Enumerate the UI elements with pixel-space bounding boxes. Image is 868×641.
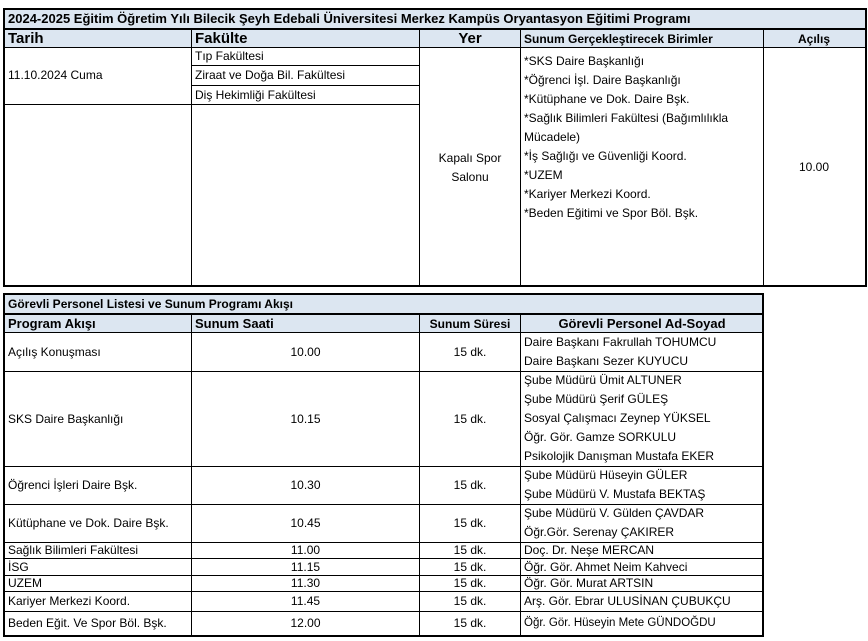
personnel-name: Şube Müdürü Şerif GÜLEŞ	[524, 392, 669, 406]
section-title: Görevli Personel Listesi ve Sunum Programı Akışı	[8, 297, 293, 311]
duration-cell: 15 dk.	[453, 516, 487, 530]
duration-cell: 15 dk.	[453, 576, 487, 590]
personnel-name: Şube Müdürü V. Gülden ÇAVDAR	[524, 506, 705, 520]
time-cell: 11.15	[290, 560, 321, 574]
program-cell: İSG	[8, 560, 29, 574]
unit-item: *Kütüphane ve Dok. Daire Bşk.	[524, 92, 690, 106]
program-cell: Sağlık Bilimleri Fakültesi	[8, 543, 139, 557]
time-cell: 10.00	[290, 345, 321, 359]
divider	[520, 30, 521, 285]
unit-item: *Kariyer Merkezi Koord.	[524, 187, 651, 201]
duration-cell: 15 dk.	[453, 543, 487, 557]
header-sure: Sunum Süresi	[429, 317, 511, 331]
duration-cell: 15 dk.	[453, 345, 487, 359]
unit-item: *UZEM	[524, 168, 563, 182]
program-cell: Kütüphane ve Dok. Daire Bşk.	[8, 516, 169, 530]
time-cell: 12.00	[290, 616, 321, 630]
time-cell: 10.45	[290, 516, 321, 530]
personnel-name: Sosyal Çalışmacı Zeynep YÜKSEL	[524, 411, 711, 425]
personnel-name: Psikolojik Danışman Mustafa EKER	[524, 449, 715, 463]
faculty-item: Ziraat ve Doğa Bil. Fakültesi	[195, 68, 346, 82]
personnel-cell: Doç. Dr. Neşe MERCAN	[524, 543, 655, 557]
faculty-item: Diş Hekimliği Fakültesi	[195, 88, 316, 102]
divider	[4, 104, 191, 105]
header-yer: Yer	[458, 30, 482, 47]
program-cell: Beden Eğit. Ve Spor Böl. Bşk.	[8, 616, 167, 630]
personnel-name: Şube Müdürü Hüseyin GÜLER	[524, 468, 688, 482]
personnel-name: Öğr.Gör. Serenay ÇAKIRER	[524, 525, 675, 539]
faculty-item: Tıp Fakültesi	[195, 49, 264, 63]
personnel-cell: Arş. Gör. Ebrar ULUSİNAN ÇUBUKÇU	[524, 594, 731, 608]
time-cell: 11.45	[290, 594, 321, 608]
header-fakulte: Fakülte	[195, 30, 248, 47]
personnel-cell	[524, 371, 714, 466]
header-personel: Görevli Personel Ad-Soyad	[558, 316, 726, 331]
duration-cell: 15 dk.	[453, 411, 487, 426]
date-cell: 11.10.2024 Cuma	[8, 68, 103, 82]
unit-item: *Sağlık Bilimleri Fakültesi (Bağımlılıkla Mücadele)	[524, 111, 729, 144]
time-cell: 11.00	[290, 543, 321, 557]
personnel-cell: Öğr. Gör. Murat ARTSIN	[524, 576, 654, 590]
page-title: 2024-2025 Eğitim Öğretim Yılı Bilecik Şeyh Edebali Üniversitesi Merkez Kampüs Oryantasyon Eğitimi Programı	[8, 11, 691, 26]
program-cell: Öğrenci İşleri Daire Bşk.	[8, 478, 138, 492]
venue-text: Kapalı Spor Salonu	[438, 151, 502, 184]
personnel-name: Öğr. Gör. Gamze SORKULU	[524, 430, 677, 444]
personnel-name: Daire Başkanı Fakrullah TOHUMCU	[524, 335, 717, 349]
header-saat: Sunum Saati	[195, 316, 274, 331]
unit-item: *İş Sağlığı ve Güvenliği Koord.	[524, 149, 687, 163]
duration-cell: 15 dk.	[453, 616, 487, 630]
divider	[520, 315, 521, 635]
venue-cell	[422, 140, 518, 196]
personnel-name: Daire Başkanı Sezer KUYUCU	[524, 354, 689, 368]
header-acilis: Açılış	[797, 32, 830, 46]
program-cell: SKS Daire Başkanlığı	[8, 411, 124, 426]
personnel-cell	[524, 504, 704, 542]
opening-time: 10.00	[798, 160, 830, 174]
unit-item: *SKS Daire Başkanlığı	[524, 54, 645, 68]
header-tarih: Tarih	[8, 30, 44, 47]
duration-cell: 15 dk.	[453, 478, 487, 492]
personnel-cell	[524, 466, 705, 504]
personnel-cell: Öğr. Gör. Hüseyin Mete GÜNDOĞDU	[524, 617, 716, 629]
unit-item: *Öğrenci İşl. Daire Başkanlığı	[524, 73, 681, 87]
duration-cell: 15 dk.	[453, 594, 487, 608]
header-program: Program Akışı	[8, 316, 96, 331]
time-cell: 10.15	[290, 411, 321, 426]
personnel-cell: Öğr. Gör. Ahmet Neim Kahveci	[524, 560, 688, 574]
header-birimler: Sunum Gerçekleştirecek Birimler	[524, 32, 713, 46]
unit-item: *Beden Eğitimi ve Spor Böl. Bşk.	[524, 206, 699, 220]
units-list	[524, 52, 762, 223]
program-cell: Kariyer Merkezi Koord.	[8, 594, 131, 608]
duration-cell: 15 dk.	[453, 560, 487, 574]
personnel-cell	[524, 333, 716, 371]
program-cell: Açılış Konuşması	[8, 345, 101, 359]
time-cell: 10.30	[290, 478, 321, 492]
time-cell: 11.30	[290, 576, 321, 590]
personnel-name: Şube Müdürü V. Mustafa BEKTAŞ	[524, 487, 706, 501]
program-cell: UZEM	[8, 576, 42, 590]
personnel-name: Şube Müdürü Ümit ALTUNER	[524, 373, 682, 387]
